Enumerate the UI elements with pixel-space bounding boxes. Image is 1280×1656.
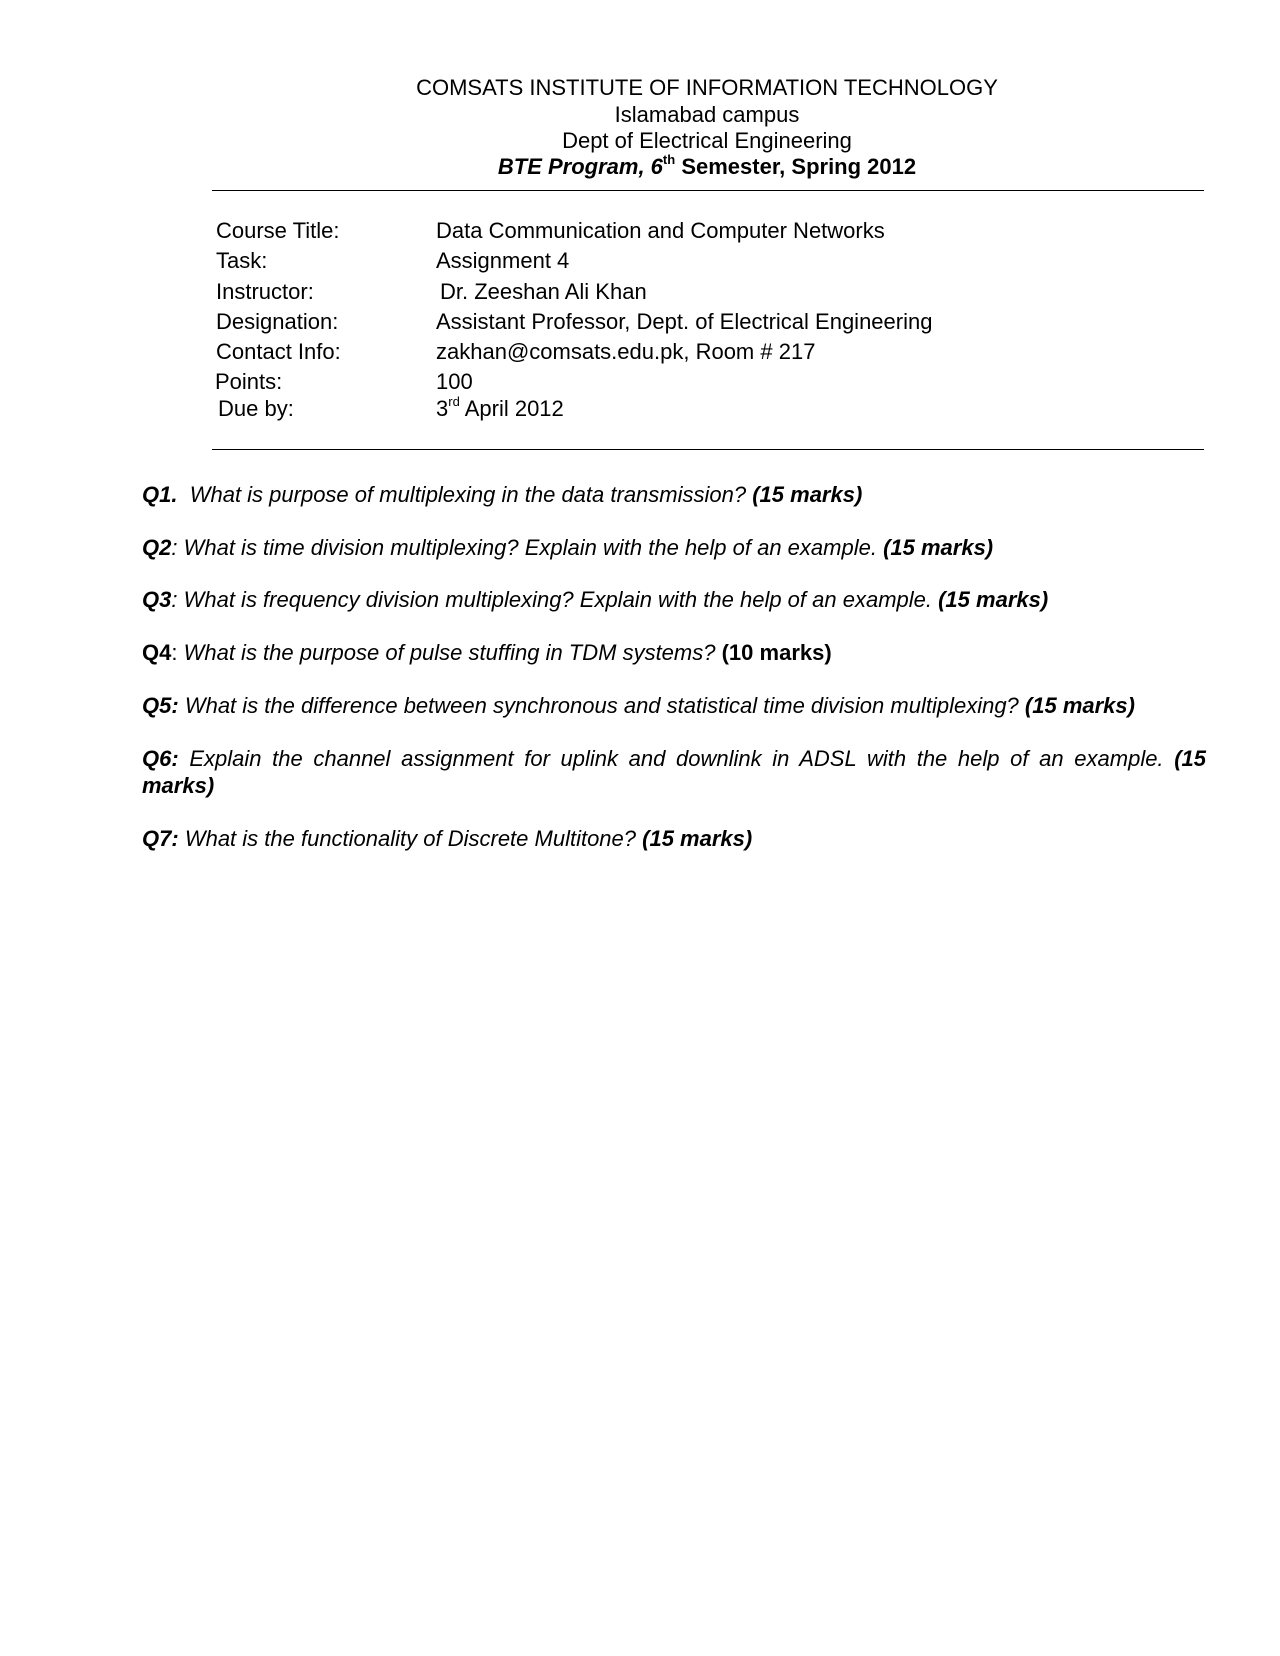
points-label: Points: (215, 369, 283, 394)
question-separator (179, 746, 190, 771)
program-suffix: Semester, Spring 2012 (675, 154, 917, 179)
question-2 (142, 534, 1206, 561)
department-name: Dept of Electrical Engineering (562, 128, 852, 153)
question-marks: (15 marks) (752, 482, 863, 507)
instructor-label: Instructor: (216, 279, 314, 304)
question-text: What is the functionality of Discrete Multitone? (184, 826, 643, 851)
question-number: Q1. (142, 482, 178, 507)
question-text: What is time division multiplexing? Explain with the help of an example. (183, 535, 884, 560)
question-4 (142, 639, 1206, 666)
due-rest: April 2012 (459, 396, 564, 421)
question-number: Q4 (142, 640, 172, 665)
top-divider (212, 190, 1204, 191)
program-prefix: BTE Program, 6 (497, 154, 663, 179)
points-value: 100 (436, 369, 473, 394)
question-7 (142, 825, 1206, 852)
question-6 (142, 745, 1206, 799)
program-sup: th (662, 151, 676, 167)
question-marks: (10 marks) (721, 640, 832, 665)
task-label: Task: (216, 248, 268, 273)
designation-value: Assistant Professor, Dept. of Electrical Engineering (436, 309, 933, 334)
question-marks: (15 marks) (142, 746, 1206, 798)
question-marks: (15 marks) (938, 587, 1049, 612)
task-value: Assignment 4 (436, 248, 570, 273)
due-label: Due by: (218, 396, 294, 421)
question-3 (142, 586, 1206, 613)
question-number: Q2 (142, 535, 172, 560)
due-day: 3 (436, 396, 449, 421)
question-separator: : (171, 535, 184, 560)
question-text: Explain the channel assignment for uplink and downlink in ADSL with the help of an example. (189, 746, 1175, 771)
question-number: Q5: (142, 693, 179, 718)
institute-name: COMSATS INSTITUTE OF INFORMATION TECHNOLOGY (416, 75, 998, 100)
question-marks: (15 marks) (1024, 693, 1135, 718)
course-title-label: Course Title: (216, 218, 340, 243)
question-number: Q6: (142, 746, 179, 771)
contact-label: Contact Info: (216, 339, 341, 364)
designation-label: Designation: (216, 309, 339, 334)
bottom-divider (212, 449, 1204, 450)
program-title (210, 151, 1204, 180)
question-separator: : (171, 640, 184, 665)
question-text: What is purpose of multiplexing in the data transmission? (189, 482, 753, 507)
due-sup: rd (448, 393, 460, 409)
question-marks: (15 marks) (642, 826, 753, 851)
question-text: What is frequency division multiplexing? Explain with the help of an example. (183, 587, 939, 612)
question-number: Q3 (142, 587, 172, 612)
question-number: Q7: (142, 826, 179, 851)
question-marks: (15 marks) (883, 535, 994, 560)
question-5 (142, 692, 1206, 719)
question-1 (142, 481, 1206, 508)
question-separator (177, 482, 189, 507)
instructor-value: Dr. Zeeshan Ali Khan (440, 279, 647, 304)
contact-value: zakhan@comsats.edu.pk, Room # 217 (436, 339, 816, 364)
due-value (436, 393, 564, 422)
question-text: What is the purpose of pulse stuffing in TDM systems? (183, 640, 722, 665)
campus-name: Islamabad campus (614, 102, 800, 127)
question-text: What is the difference between synchronous and statistical time division multiplexing? (184, 693, 1025, 718)
question-separator: : (171, 587, 184, 612)
course-title-value: Data Communication and Computer Networks (436, 218, 885, 243)
